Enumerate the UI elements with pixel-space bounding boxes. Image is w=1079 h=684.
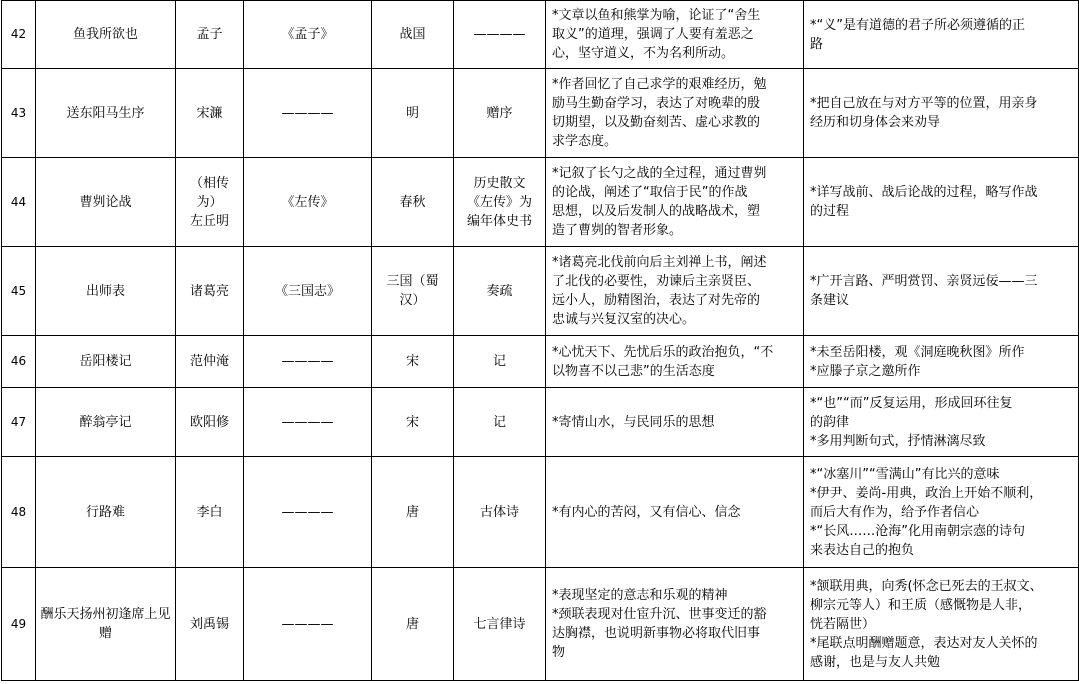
content-theme-line: 取义”的道理，强调了人要有羞恶之 xyxy=(552,27,754,42)
content-theme-line: 思想，以及后发制人的战略战术，塑 xyxy=(552,204,761,219)
author-cell-line: 李白 xyxy=(196,504,223,520)
source-book: ———— xyxy=(244,69,372,158)
text-title: 酬乐天扬州初逢席上见赠 xyxy=(36,568,176,681)
row-number: 42 xyxy=(2,1,36,69)
author-cell xyxy=(176,457,244,568)
genre-cell xyxy=(454,388,546,457)
source-book: 《左传》 xyxy=(244,158,372,247)
table-row xyxy=(2,69,1079,158)
content-theme-line: 切期望，以及勤奋刻苦、虚心求教的 xyxy=(552,115,761,130)
row-number: 48 xyxy=(2,457,36,568)
writing-features xyxy=(804,336,1079,388)
content-theme-line: *作者回忆了自己求学的艰难经历，勉 xyxy=(552,77,767,92)
era-cell-line: 春秋 xyxy=(399,194,426,210)
writing-features-line: *“也”“而”反复运用，形成回环往复 xyxy=(810,395,1013,411)
era-cell-line: 三国（蜀 xyxy=(386,274,439,289)
era-cell xyxy=(372,388,454,457)
writing-features xyxy=(804,247,1079,336)
writing-features xyxy=(804,69,1079,158)
writing-features-line: 条建议 xyxy=(810,293,850,308)
row-number: 45 xyxy=(2,247,36,336)
content-theme-line: *颈联表现对仕宦升沉、世事变迁的豁 xyxy=(552,607,767,622)
genre-cell xyxy=(454,69,546,158)
author-cell xyxy=(176,388,244,457)
genre-cell-line: 记 xyxy=(492,414,506,430)
author-cell-line: 欧阳修 xyxy=(189,414,229,430)
author-cell xyxy=(176,336,244,388)
writing-features-line: *把自己放在与对方平等的位置，用亲身 xyxy=(810,96,1038,111)
author-cell-line: 为） xyxy=(196,194,223,210)
writing-features-line: *“义”是有道德的君子所必须遵循的正 xyxy=(810,17,1025,33)
writing-features-line: *详写战前、战后论战的过程，略写作战 xyxy=(810,185,1038,200)
author-cell-line: 宋濂 xyxy=(196,105,223,121)
content-theme-line: *心忧天下、先忧后乐的政治抱负，“不 xyxy=(552,344,774,360)
genre-cell xyxy=(454,336,546,388)
text-title: 出师表 xyxy=(36,247,176,336)
genre-cell xyxy=(454,1,546,69)
era-cell xyxy=(372,247,454,336)
genre-cell-line: ———— xyxy=(473,27,526,42)
era-cell-line: 战国 xyxy=(399,27,426,42)
genre-cell-line: 奏疏 xyxy=(486,283,513,299)
content-theme-line: *表现坚定的意志和乐观的精神 xyxy=(552,588,728,603)
content-theme xyxy=(546,158,804,247)
writing-features-line: *尾联点明酬赠题意，表达对友人关怀的 xyxy=(810,635,1038,651)
author-cell xyxy=(176,247,244,336)
author-cell-line: （相传 xyxy=(189,175,229,191)
content-theme xyxy=(546,247,804,336)
source-book: ———— xyxy=(244,336,372,388)
content-theme xyxy=(546,457,804,568)
content-theme-line: *文章以鱼和熊掌为喻，论证了“舍生 xyxy=(552,8,761,23)
content-theme-line: 了北伐的必要性，劝谏后主亲贤臣、 xyxy=(552,274,761,289)
content-theme-line: 达胸襟，也说明新事物必将取代旧事 xyxy=(552,626,761,641)
writing-features-line: 感谢，也是与友人共勉 xyxy=(810,654,941,670)
table-body xyxy=(2,1,1079,681)
genre-cell-line: 古体诗 xyxy=(479,504,519,520)
content-theme-line: *寄情山水，与民同乐的思想 xyxy=(552,414,715,430)
genre-cell-line: 七言律诗 xyxy=(473,616,526,632)
content-theme-line: 忠诚与兴复汉室的决心。 xyxy=(552,312,696,327)
era-cell-line: 明 xyxy=(405,105,419,121)
era-cell-line: 汉） xyxy=(399,293,426,308)
author-cell xyxy=(176,568,244,681)
genre-cell-line: 历史散文 xyxy=(473,175,526,191)
writing-features xyxy=(804,158,1079,247)
genre-cell xyxy=(454,158,546,247)
content-theme-line: *诸葛亮北伐前向后主刘禅上书，阐述 xyxy=(552,255,767,270)
era-cell-line: 唐 xyxy=(405,504,419,520)
era-cell xyxy=(372,336,454,388)
genre-cell-line: 《左传》为 xyxy=(466,194,532,210)
table-row xyxy=(2,158,1079,247)
genre-cell-line: 赠序 xyxy=(486,105,513,121)
row-number: 47 xyxy=(2,388,36,457)
writing-features-line: *“长风……沧海”化用南朝宗悫的诗句 xyxy=(810,523,1025,539)
row-number: 44 xyxy=(2,158,36,247)
content-theme xyxy=(546,1,804,69)
author-cell xyxy=(176,1,244,69)
author-cell xyxy=(176,158,244,247)
writing-features xyxy=(804,568,1079,681)
era-cell xyxy=(372,69,454,158)
content-theme xyxy=(546,388,804,457)
text-title: 岳阳楼记 xyxy=(36,336,176,388)
era-cell xyxy=(372,1,454,69)
text-title: 送东阳马生序 xyxy=(36,69,176,158)
content-theme-line: 求学态度。 xyxy=(552,134,618,149)
era-cell xyxy=(372,457,454,568)
table-row xyxy=(2,1,1079,69)
source-book: ———— xyxy=(244,568,372,681)
content-theme xyxy=(546,336,804,388)
era-cell xyxy=(372,568,454,681)
genre-cell xyxy=(454,457,546,568)
content-theme xyxy=(546,69,804,158)
content-theme-line: 造了曹刿的智者形象。 xyxy=(552,223,683,238)
author-cell xyxy=(176,69,244,158)
row-number: 49 xyxy=(2,568,36,681)
text-title: 鱼我所欲也 xyxy=(36,1,176,69)
era-cell-line: 宋 xyxy=(405,414,419,430)
writing-features-line: 的韵律 xyxy=(810,414,850,430)
table-row xyxy=(2,336,1079,388)
writing-features xyxy=(804,1,1079,69)
row-number: 43 xyxy=(2,69,36,158)
content-theme-line: 励马生勤奋学习，表达了对晚辈的殷 xyxy=(552,96,761,111)
author-cell-line: 孟子 xyxy=(196,27,223,42)
writing-features-line: 恍若隔世） xyxy=(810,616,876,632)
content-theme-line: *记叙了长勺之战的全过程，通过曹刿 xyxy=(552,166,767,181)
writing-features-line: *广开言路、严明赏罚、亲贤远佞——三 xyxy=(810,274,1038,289)
row-number: 46 xyxy=(2,336,36,388)
writing-features-line: 的过程 xyxy=(810,204,850,219)
text-title: 醉翁亭记 xyxy=(36,388,176,457)
source-book: ———— xyxy=(244,388,372,457)
content-theme-line: 心，坚守道义，不为名利所动。 xyxy=(552,46,735,61)
source-book: 《三国志》 xyxy=(244,247,372,336)
content-theme-line: 物 xyxy=(552,645,566,660)
content-theme-line: *有内心的苦闷，又有信心、信念 xyxy=(552,504,741,520)
writing-features-line: *“冰塞川”“雪满山”有比兴的意味 xyxy=(810,466,1000,482)
source-book: ———— xyxy=(244,457,372,568)
text-title: 曹刿论战 xyxy=(36,158,176,247)
author-cell-line: 刘禹锡 xyxy=(189,616,229,632)
author-cell-line: 左丘明 xyxy=(189,213,229,229)
writing-features-line: *颔联用典，向秀(怀念已死去的王叔文、 xyxy=(810,578,1043,594)
writing-features-line: 柳宗元等人）和王质（感慨物是人非， xyxy=(810,597,1032,613)
author-cell-line: 范仲淹 xyxy=(189,354,229,369)
table-row xyxy=(2,388,1079,457)
table-row xyxy=(2,457,1079,568)
era-cell-line: 唐 xyxy=(405,616,419,632)
genre-cell xyxy=(454,247,546,336)
writing-features-line: *多用判断句式，抒情淋漓尽致 xyxy=(810,433,986,449)
writing-features xyxy=(804,388,1079,457)
author-cell-line: 诸葛亮 xyxy=(189,283,229,299)
genre-cell xyxy=(454,568,546,681)
writing-features-line: 经历和切身体会来劝导 xyxy=(810,115,941,130)
source-book: 《孟子》 xyxy=(244,1,372,69)
content-theme-line: 远小人，励精图治，表达了对先帝的 xyxy=(552,293,761,308)
writing-features-line: *未至岳阳楼，观《洞庭晚秋图》所作 xyxy=(810,344,1025,360)
writing-features-line: *应滕子京之邀所作 xyxy=(810,363,921,379)
writing-features-line: 来表达自己的抱负 xyxy=(810,542,915,558)
table-row xyxy=(2,568,1079,681)
genre-cell-line: 编年体史书 xyxy=(466,213,532,229)
text-title: 行路难 xyxy=(36,457,176,568)
genre-cell-line: 记 xyxy=(492,354,506,369)
era-cell xyxy=(372,158,454,247)
writing-features-line: *伊尹、姜尚-用典，政治上开始不顺利， xyxy=(810,485,1043,501)
content-theme-line: 的论战，阐述了“取信于民”的作战 xyxy=(552,185,748,200)
era-cell-line: 宋 xyxy=(405,354,419,369)
table-row xyxy=(2,247,1079,336)
classical-texts-table xyxy=(1,0,1079,681)
writing-features xyxy=(804,457,1079,568)
content-theme xyxy=(546,568,804,681)
writing-features-line: 路 xyxy=(810,36,824,52)
content-theme-line: 以物喜不以己悲”的生活态度 xyxy=(552,363,715,379)
writing-features-line: 而后大有作为，给予作者信心 xyxy=(810,504,980,520)
